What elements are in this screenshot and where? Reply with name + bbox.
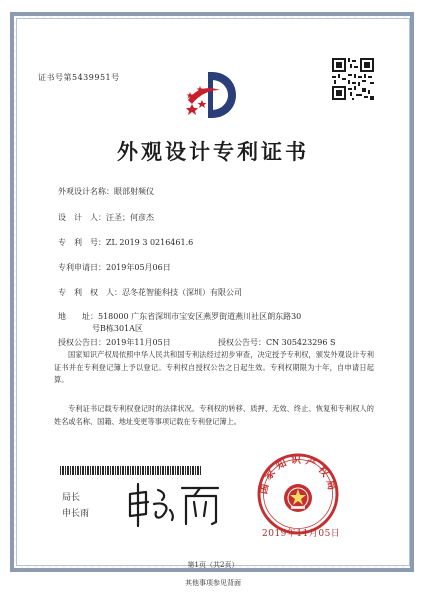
field-label: 专利申请日： (58, 263, 106, 272)
field-value: 眼部射频仪 (114, 187, 154, 196)
field-row (58, 311, 301, 323)
field-row (58, 237, 193, 249)
field-label: 授权公告日： (58, 338, 106, 347)
field-label: 设 计 人： (58, 213, 106, 222)
page-number: 第1页（共2页） (187, 561, 239, 569)
grant-statement-paragraph: 国家知识产权局依照中华人民共和国专利法经过初步审查，决定授予专利权，颁发外观设计专利证书并在专利登记簿上予以登记。专利权自授权公告之日起生效。专利权期限为十年，自申请日起算。 (54, 350, 374, 384)
footer-note: 其他事项参见背面 (185, 579, 241, 587)
field-value: 2019年05月06日 (106, 263, 171, 272)
field-row (58, 262, 171, 274)
certificate-title: 外观设计专利证书 (117, 140, 309, 164)
field-row (58, 212, 154, 224)
certificate-number: 证书号第5439951号 (38, 73, 120, 82)
barcode (60, 466, 202, 475)
patent-office-emblem-icon (182, 70, 240, 120)
field-label: 地 址： (58, 312, 98, 321)
director-name: 申长雨 (62, 509, 90, 519)
field-label: 专 利 权 人： (58, 288, 122, 297)
field-row (92, 323, 143, 335)
qr-code-icon (332, 58, 374, 100)
official-seal (256, 452, 340, 536)
field-row (58, 186, 154, 198)
field-label: 授权公告号： (218, 338, 266, 347)
legal-status-paragraph: 专利证书记载专利权登记时的法律状况。专利权的转移、质押、无效、终止、恢复和专利权人的姓名或名称、国籍、地址变更等事项记载在专利登记簿上。 (54, 404, 374, 426)
seal-date: 2019年11月05日 (262, 529, 341, 539)
field-row (218, 337, 336, 349)
field-value: 汪圣；何彦杰 (106, 213, 154, 222)
svg-text:国家知识产权局: 国家知识产权局 (258, 455, 338, 496)
field-row (58, 287, 242, 299)
field-value: 号B栋301A区 (92, 324, 143, 333)
field-value: 忍冬花智能科技（深圳）有限公司 (122, 288, 242, 297)
field-value: 2019年11月05日 (106, 338, 171, 347)
field-label: 外观设计名称： (58, 187, 114, 196)
field-row (58, 337, 171, 349)
field-value: 518000 广东省深圳市宝安区燕罗街道燕川社区朗东路30 (98, 312, 302, 321)
handwritten-signature (124, 482, 222, 528)
field-value: ZL 2019 3 0216461.6 (106, 238, 194, 247)
field-value: CN 305423296 S (266, 338, 336, 347)
field-label: 专 利 号： (58, 238, 106, 247)
director-title: 局长 (62, 493, 81, 503)
